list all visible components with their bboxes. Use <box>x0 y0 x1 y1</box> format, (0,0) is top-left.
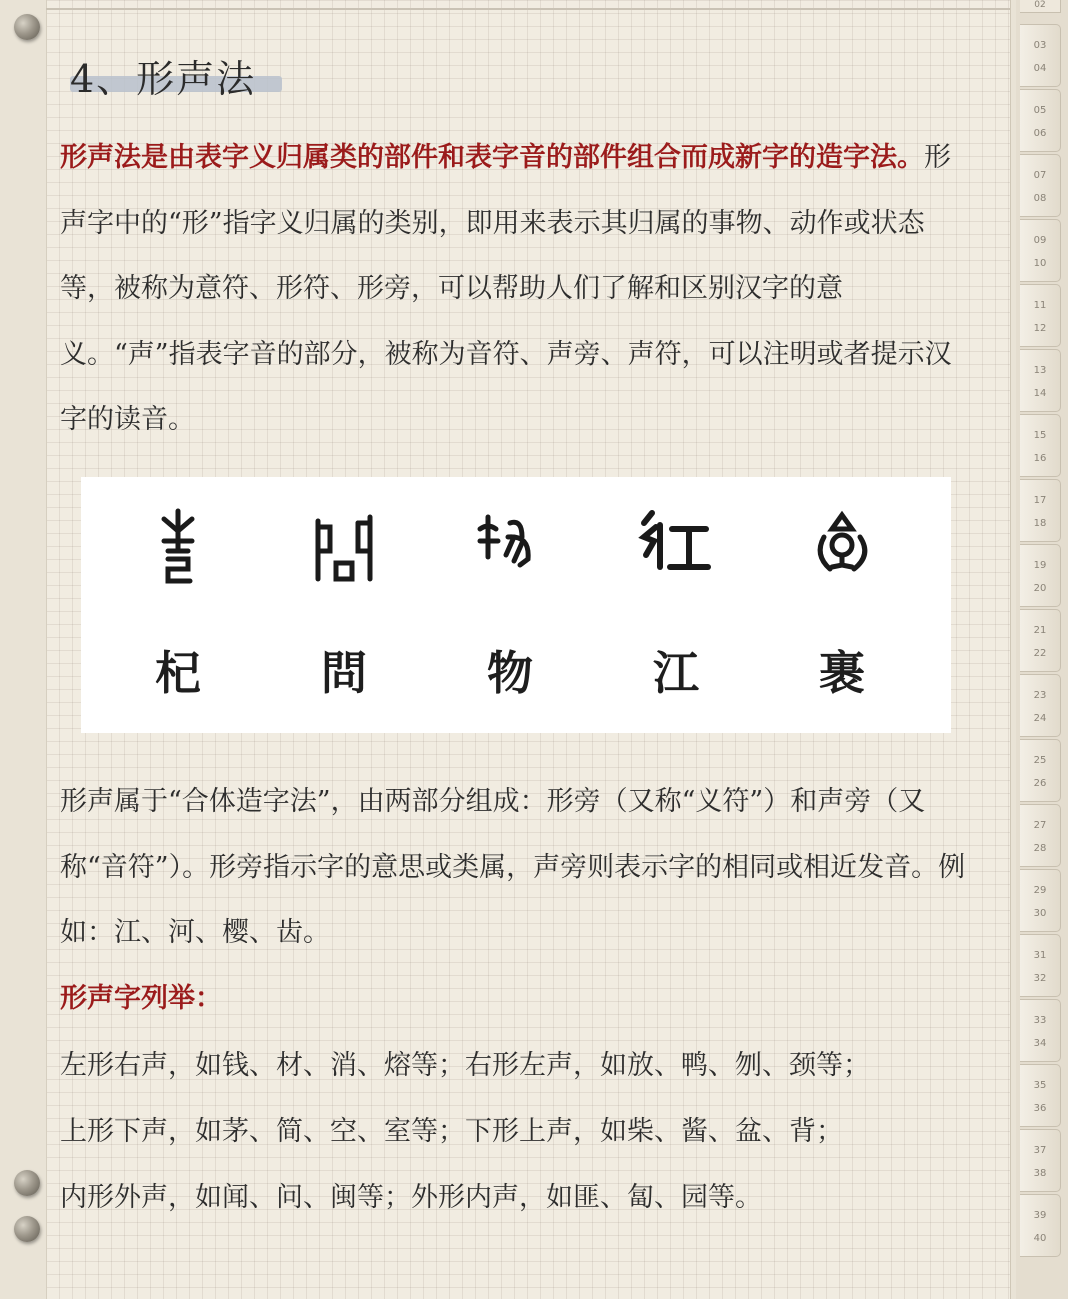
binder-ring-icon <box>14 14 40 40</box>
section-heading <box>70 48 256 103</box>
index-tab[interactable]: 19 20 <box>1020 544 1061 607</box>
index-tab[interactable]: 07 08 <box>1020 154 1061 217</box>
modern-character: 問 <box>321 646 367 700</box>
examples-line: 左形右声，如钱、材、消、熔等；右形左声，如放、鸭、刎、颈等； <box>60 1050 870 1081</box>
top-rule <box>46 8 1010 10</box>
intro-lead: 形声法是由表字义归属类的部件和表字音的部件组合而成新字的造字法。 <box>60 142 924 173</box>
index-tabs <box>1016 0 1068 1299</box>
index-tab[interactable]: 39 40 <box>1020 1194 1061 1257</box>
margin-line <box>46 0 47 1299</box>
index-tab[interactable]: 23 24 <box>1020 674 1061 737</box>
index-tab[interactable]: 21 22 <box>1020 609 1061 672</box>
modern-character: 物 <box>487 646 533 700</box>
index-tab[interactable]: 15 16 <box>1020 414 1061 477</box>
modern-character: 杞 <box>155 646 201 700</box>
character-comparison-figure <box>81 477 951 733</box>
index-tab[interactable]: 03 04 <box>1020 24 1061 87</box>
examples-line: 上形下声，如茅、简、空、室等；下形上声，如柴、酱、盆、背； <box>60 1116 843 1147</box>
intro-body: 形声字中的“形”指字义归属的类别，即用来表示其归属的事物、动作或状态等，被称为意符、形符、形旁，可以帮助人们了解和区别汉字的意义。“声”指表字音的部分，被称为音符、声旁、声符，可以注明或者提示汉字的读音。 <box>60 142 952 435</box>
index-tab[interactable]: 37 38 <box>1020 1129 1061 1192</box>
index-tab[interactable]: 11 12 <box>1020 284 1061 347</box>
oracle-wen-icon <box>279 507 409 587</box>
index-tab[interactable]: 17 18 <box>1020 479 1061 542</box>
examples-line: 内形外声，如闻、问、闽等；外形内声，如匪、匐、园等。 <box>60 1182 762 1213</box>
index-tab[interactable]: 09 10 <box>1020 219 1061 282</box>
character-column <box>777 477 907 733</box>
oracle-qi-icon <box>113 507 243 587</box>
examples-heading <box>60 966 970 1032</box>
index-tab[interactable]: 29 30 <box>1020 869 1061 932</box>
index-tab[interactable]: 31 32 <box>1020 934 1061 997</box>
index-tab[interactable]: 25 26 <box>1020 739 1061 802</box>
character-column <box>611 477 741 733</box>
character-column <box>279 477 409 733</box>
character-column <box>445 477 575 733</box>
modern-character: 江 <box>653 646 699 700</box>
index-tab[interactable]: 13 14 <box>1020 349 1061 412</box>
index-tab[interactable]: 35 36 <box>1020 1064 1061 1127</box>
combo-paragraph: 形声属于“合体造字法”，由两部分组成：形旁（又称“义符”）和声旁（又称“音符”）。形旁指示字的意思或类属，声旁则表示字的相同或相近发音。例如：江、河、樱、齿。 <box>60 786 966 948</box>
oracle-wu-icon <box>445 507 575 587</box>
oracle-jiang-icon <box>611 507 741 587</box>
character-column <box>113 477 243 733</box>
examples-heading-text: 形声字列举： <box>60 983 222 1014</box>
binder-ring-icon <box>14 1216 40 1242</box>
index-tab[interactable]: 27 28 <box>1020 804 1061 867</box>
index-tab-top[interactable]: 02 <box>1020 0 1061 13</box>
index-tab[interactable]: 33 34 <box>1020 999 1061 1062</box>
intro-paragraph <box>60 125 970 453</box>
page-title: 4、形声法 <box>70 57 257 101</box>
modern-character: 裹 <box>819 646 865 700</box>
oracle-guo-icon <box>777 507 907 587</box>
binder-ring-icon <box>14 1170 40 1196</box>
index-tab[interactable]: 05 06 <box>1020 89 1061 152</box>
